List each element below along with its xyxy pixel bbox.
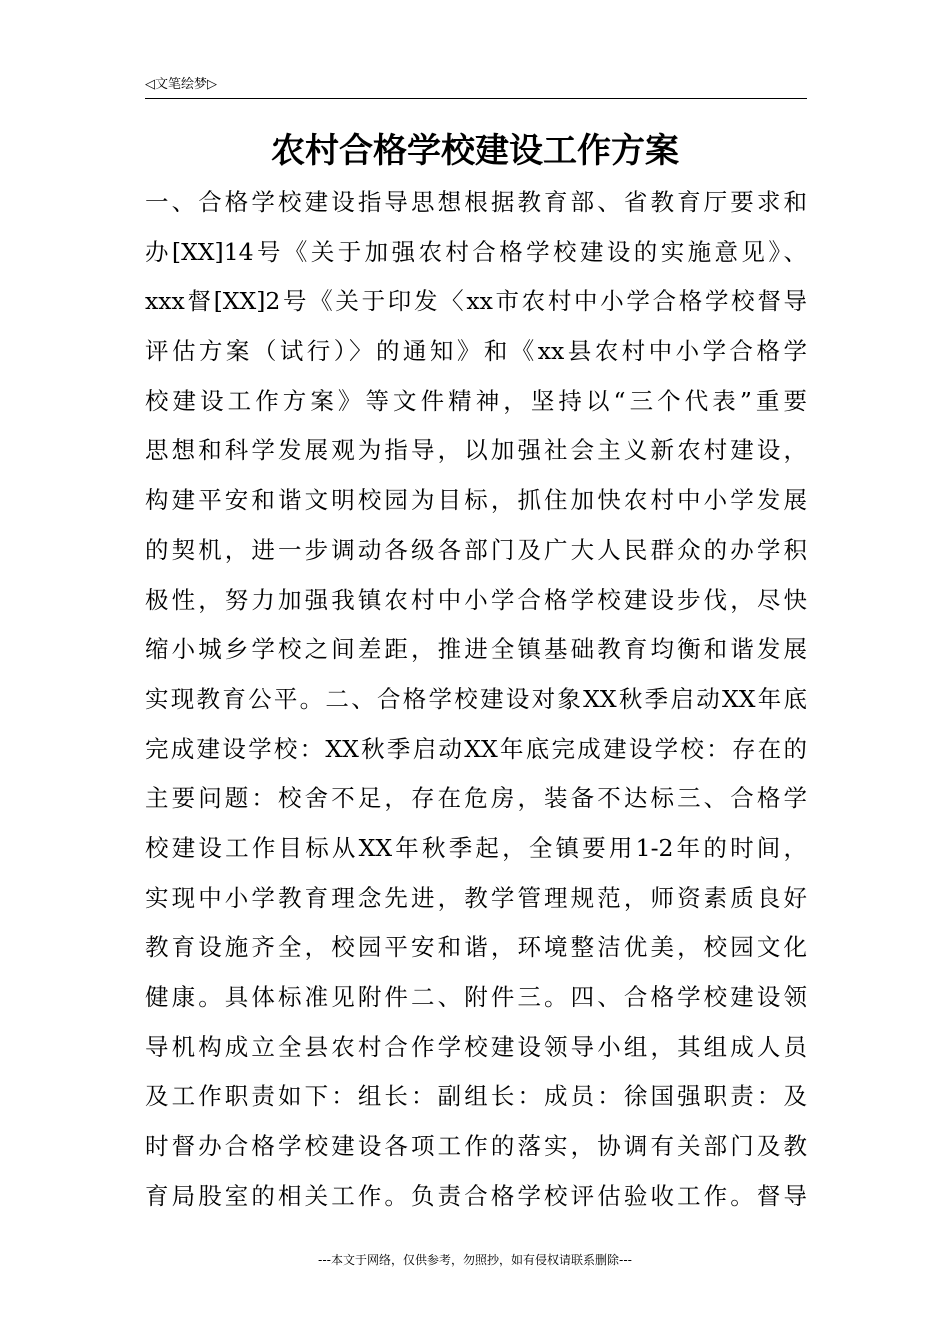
body-line: 育局股室的相关工作。负责合格学校评估验收工作。督导 (145, 1181, 807, 1210)
body-line: 一、合格学校建设指导思想根据教育部、省教育厅要求和 (145, 188, 807, 216)
body-line: 教育设施齐全，校园平安和谐，环境整洁优美，校园文化 (145, 933, 807, 962)
body-line: 健康。具体标准见附件二、附件三。四、合格学校建设领 (145, 983, 807, 1011)
body-line: 评估方案（试行）〉的通知》和《xx县农村中小学合格学 (145, 337, 807, 366)
document-title: 农村合格学校建设工作方案 (271, 131, 679, 171)
document-body (145, 178, 807, 1221)
body-line: 缩小城乡学校之间差距，推进全镇基础教育均衡和谐发展 (145, 635, 807, 664)
body-line: 办[XX]14号《关于加强农村合格学校建设的实施意见》、 (145, 237, 807, 266)
body-line: 构建平安和谐文明校园为目标，抓住加快农村中小学发展 (145, 486, 807, 515)
body-line: 实现中小学教育理念先进，教学管理规范，师资素质良好 (145, 883, 807, 912)
body-line: xxx督[XX]2号《关于印发〈xx市农村中小学合格学校督导 (145, 287, 807, 316)
body-line: 导机构成立全县农村合作学校建设领导小组，其组成人员 (145, 1032, 807, 1061)
body-line: 实现教育公平。二、合格学校建设对象XX秋季启动XX年底 (145, 684, 807, 713)
body-line: 校建设工作目标从XX年秋季起，全镇要用1-2年的时间， (145, 833, 807, 862)
page-footer: ---本文于网络，仅供参考，勿照抄，如有侵权请联系删除--- (318, 1253, 632, 1267)
body-line: 校建设工作方案》等文件精神，坚持以“三个代表”重要 (145, 386, 807, 415)
body-line: 主要问题：校舍不足，存在危房，装备不达标三、合格学 (145, 784, 807, 813)
page-header (145, 76, 807, 99)
body-line: 及工作职责如下：组长：副组长：成员：徐国强职责：及 (145, 1082, 807, 1111)
body-line: 的契机，进一步调动各级各部门及广大人民群众的办学积 (145, 535, 807, 564)
body-line: 思想和科学发展观为指导，以加强社会主义新农村建设， (145, 436, 807, 465)
header-text: ◁文笔绘梦▷ (145, 77, 217, 92)
body-line: 完成建设学校：XX秋季启动XX年底完成建设学校：存在的 (145, 734, 807, 763)
body-line: 时督办合格学校建设各项工作的落实，协调有关部门及教 (145, 1132, 807, 1161)
body-line: 极性，努力加强我镇农村中小学合格学校建设步伐，尽快 (145, 585, 807, 614)
